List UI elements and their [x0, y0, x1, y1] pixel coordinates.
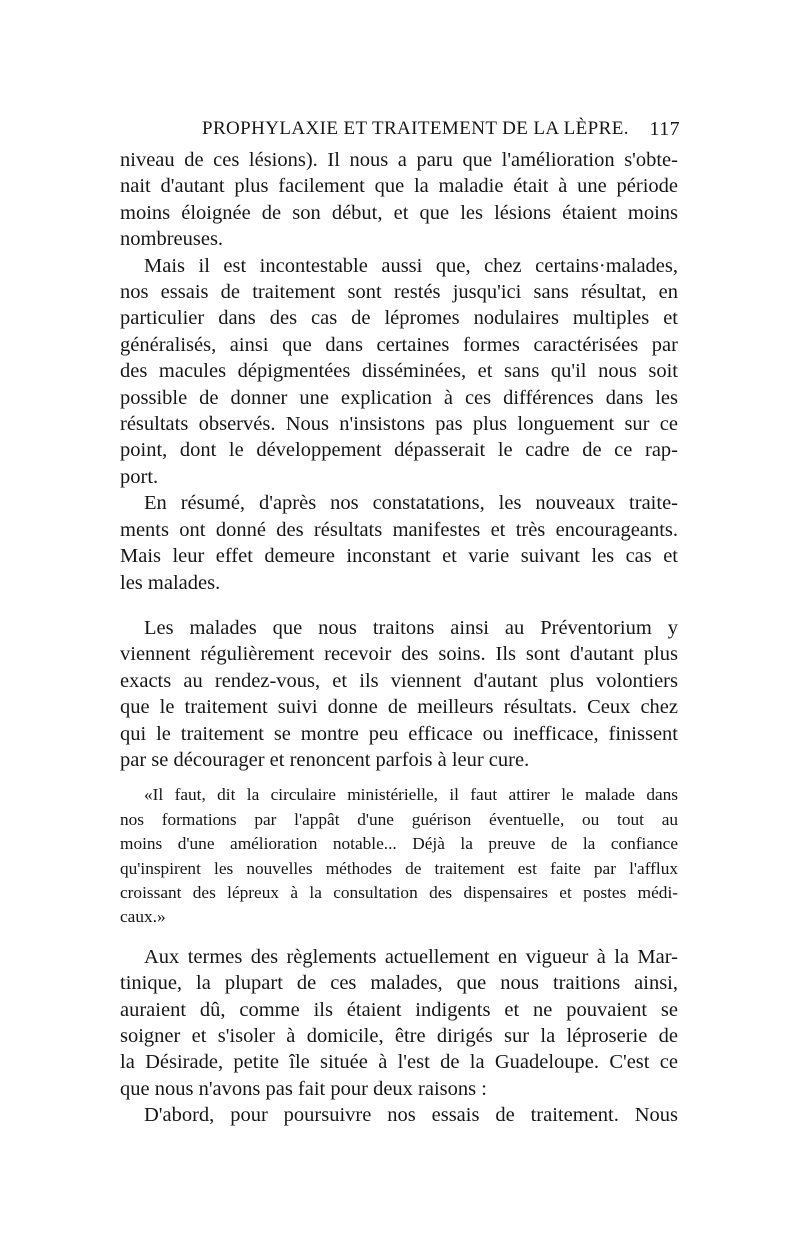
- text-line: des macules dépigmentées disséminées, et sans qu'il nous soit: [120, 360, 678, 383]
- text-line: En résumé, d'après nos constatations, les nouveaux traite-: [144, 492, 678, 515]
- text-line: nombreuses.: [120, 228, 224, 251]
- text-line: exacts au rendez-vous, et ils viennent d'autant plus volontiers: [120, 669, 678, 692]
- text-line: résultats observés. Nous n'insistons pas plus longuement sur ce: [120, 413, 678, 436]
- paragraph-lesions: [120, 147, 678, 253]
- quote-line: caux.»: [120, 907, 166, 927]
- paragraph-resume: [120, 490, 678, 596]
- running-head-title: PROPHYLAXIE ET TRAITEMENT DE LA LÈPRE.: [202, 118, 629, 139]
- text-line: Mais il est incontestable aussi que, chez certains·malades,: [144, 254, 678, 277]
- paragraph-incontestable: [120, 253, 678, 491]
- quote-line: nos formations par l'appât d'une guérison éventuelle, ou tout au: [120, 809, 678, 829]
- quote-line: moins d'une amélioration notable... Déjà la preuve de la confiance: [120, 834, 678, 854]
- text-line: point, dont le développement dépasserait le cadre de ce rap-: [120, 439, 678, 462]
- text-line: Mais leur effet demeure inconstant et varie suivant les cas et: [120, 545, 678, 568]
- text-line: particulier dans des cas de lépromes nodulaires multiples et: [120, 307, 678, 330]
- running-head: [120, 118, 680, 142]
- block-quote-circulaire: [120, 783, 678, 929]
- text-line: viennent régulièrement recevoir des soins. Ils sont d'autant plus: [120, 643, 678, 666]
- text-line: généralisés, ainsi que dans certaines formes caractérisées par: [120, 333, 678, 356]
- text-line: ments ont donné des résultats manifestes et très encourageants.: [120, 518, 678, 541]
- page-number: 117: [649, 118, 680, 140]
- text-line: que nous n'avons pas fait pour deux raisons :: [120, 1077, 487, 1100]
- paragraph-reglements: [120, 944, 678, 1102]
- text-line: tinique, la plupart de ces malades, que nous traitions ainsi,: [120, 972, 678, 995]
- text-line: par se décourager et renoncent parfois à leur cure.: [120, 748, 530, 771]
- text-line: nait d'autant plus facilement que la maladie était à une période: [120, 175, 678, 198]
- paragraph-preventorium: [120, 615, 678, 773]
- text-line: les malades.: [120, 571, 221, 594]
- quote-line: croissant des lépreux à la consultation des dispensaires et postes médi-: [120, 882, 678, 902]
- text-line: Aux termes des règlements actuellement en vigueur à la Mar-: [144, 945, 678, 968]
- text-line: port.: [120, 465, 159, 488]
- text-line: auraient dû, comme ils étaient indigents et ne pouvaient se: [120, 998, 678, 1021]
- quote-line: «Il faut, dit la circulaire ministérielle, il faut attirer le malade dans: [144, 785, 678, 805]
- paragraph-dabord: [120, 1102, 678, 1128]
- text-line: soigner et s'isoler à domicile, être dirigés sur la léproserie de: [120, 1025, 678, 1047]
- text-line: la Désirade, petite île située à l'est de la Guadeloupe. C'est ce: [120, 1051, 678, 1074]
- quote-line: qu'inspirent les nouvelles méthodes de traitement est faite par l'afflux: [120, 858, 678, 878]
- text-line: moins éloignée de son début, et que les lésions étaient moins: [120, 201, 678, 224]
- text-line: que le traitement suivi donne de meilleurs résultats. Ceux chez: [120, 696, 678, 719]
- text-line: nos essais de traitement sont restés jusqu'ici sans résultat, en: [120, 281, 678, 304]
- text-line: niveau de ces lésions). Il nous a paru que l'amélioration s'obte-: [120, 149, 678, 171]
- body-text: [120, 147, 678, 1129]
- paragraph-gap: [120, 596, 678, 615]
- text-line: Les malades que nous traitons ainsi au Préventorium y: [144, 616, 678, 639]
- text-line: qui le traitement se montre peu efficace ou inefficace, finissent: [120, 722, 678, 745]
- text-line: possible de donner une explication à ces différences dans les: [120, 386, 678, 409]
- text-line: D'abord, pour poursuivre nos essais de traitement. Nous: [144, 1104, 678, 1127]
